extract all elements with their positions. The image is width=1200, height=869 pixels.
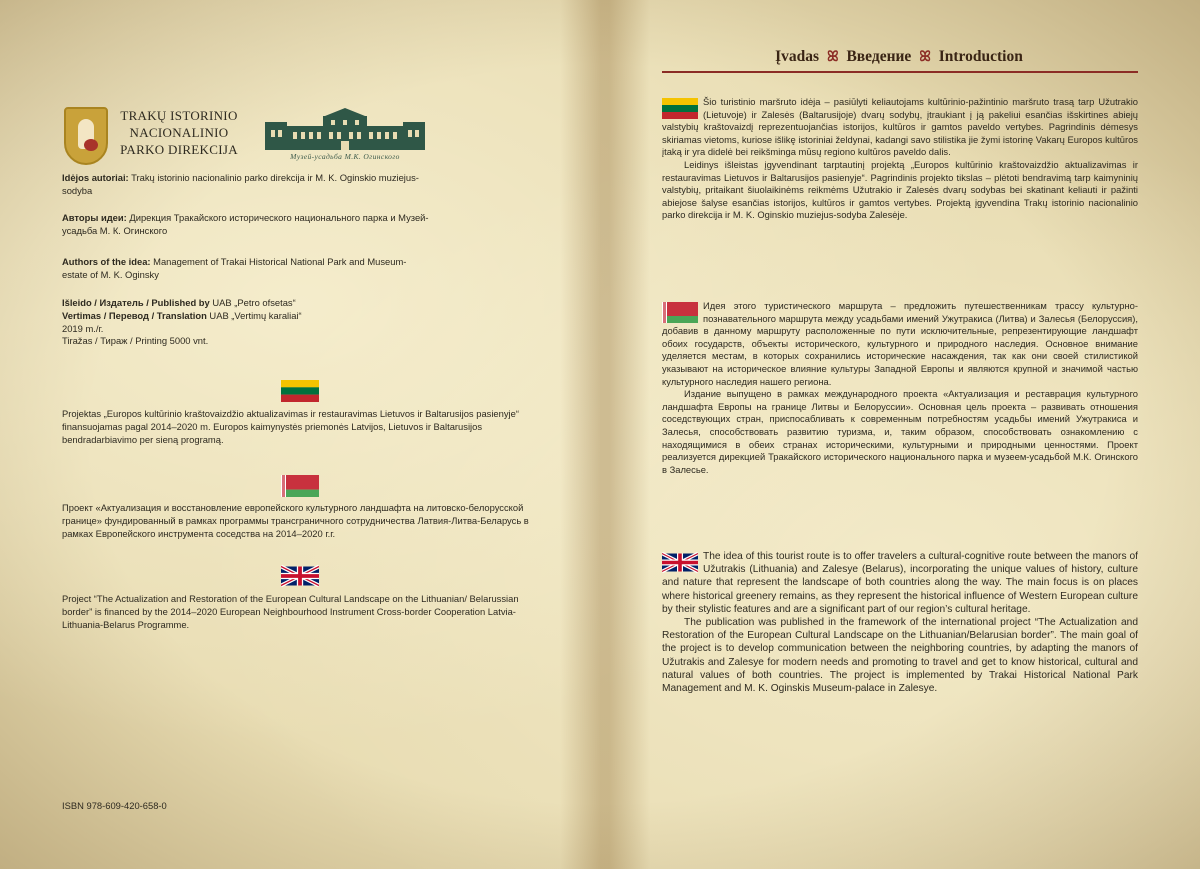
published-value: UAB „Petro ofsetas“ bbox=[212, 297, 296, 308]
lithuania-flag-icon bbox=[281, 380, 319, 402]
intro-en-paragraph-2: The publication was published in the framework of the international project “The Actualization and Restoration of the European Cultural Landscape on the Lithuanian/Belarusian border”. The main goal of the project is to develop communication between the neighboring countries, by adapting the manors of Užutrakis and Zalesye for modern needs and promoting to travel and get to know historical, cultural and natural values of both countries. The project is implemented by Trakai Historical National Park Management and M. K. Oginskis Museum-palace in Zalesye. bbox=[662, 617, 1138, 695]
intro-lt-paragraph-2: Leidinys išleistas įgyvendinant tarptautinį projektą „Europos kultūrinio kraštovaizdžio aktualizavimas ir restauravimas Lietuvos ir Baltarusijos pasienyje“. Pagrindinis projekto tikslas – plėtoti bendravimą tarp kaimyninių valstybių, pritaikant šiuolaikinėms reikmėms Užutrakio ir Zalesės dvarų sodybas bei skatinant keliauti ir pažinti abiejose šalyse esančias istorijos, kultūros ir gamtos vertybes. Projektą įgyvendina Trakų istorinio nacionalinio parko direkcija ir M. K. Oginskio muziejus-sodyba Zalesėje. bbox=[662, 158, 1138, 221]
ornament-icon: ꕤ bbox=[826, 50, 839, 65]
page-title bbox=[660, 48, 1138, 66]
manor-building-icon bbox=[265, 108, 425, 152]
project-note-lt bbox=[62, 408, 532, 446]
title-lt: Įvadas bbox=[775, 48, 820, 65]
intro-ru bbox=[662, 300, 1138, 476]
right-page bbox=[600, 0, 1200, 869]
trakai-logo-text: TRAKŲ ISTORINIO NACIONALINIO PARKO DIREKCIJA bbox=[120, 108, 238, 157]
isbn-text: ISBN 978-609-420-658-0 bbox=[62, 800, 167, 811]
credit-text: Management of Trakai Historical National Park and Museum-estate of M. K. Oginsky bbox=[62, 256, 407, 280]
title-divider bbox=[662, 71, 1138, 73]
intro-lt bbox=[662, 96, 1138, 222]
uk-flag-icon bbox=[662, 552, 698, 573]
translation-value: UAB „Vertimų karaliai“ bbox=[209, 309, 302, 321]
oginsky-manor-logo bbox=[265, 108, 425, 164]
project-text-en: Project “The Actualization and Restoration of the European Cultural Landscape on the Lithuanian/ Belarussian border” is financed by the 2014–2020 European Neighbourhood Instrument Cross-border Cooperation Latvia-Lithuania-Belarus Programme. bbox=[62, 593, 519, 630]
publisher-info bbox=[62, 297, 462, 348]
isbn bbox=[62, 800, 262, 813]
published-label: Išleido / Издатель / Published by bbox=[62, 297, 210, 308]
title-en: Introduction bbox=[938, 48, 1023, 65]
trakai-park-logo bbox=[64, 105, 254, 167]
project-note-en bbox=[62, 593, 540, 631]
intro-ru-paragraph-1: Идея этого туристического маршрута – предложить путешественникам трассу культурно-познавательного маршрута между усадьбами имений Ужутракиса (Литва) и Залесья (Белоруссия), добавив в данному маршруту расположенные по пути исключительные, репрезентирующие ландшафт обоих государств, объекты исторического, культурного и природного наследия. Основное внимание уделяется местам, в которых сохранились исторические насаждения, так как они своей стилистикой указывают на историческое влияние культуры Западной Европы и являются крупной и значимой частью культурного наследия нашего региона. bbox=[662, 300, 1138, 387]
manor-logo-caption: Музей-усадьба М.К. Огинского bbox=[290, 152, 400, 161]
credit-text: Дирекция Тракайского исторического национального парка и Музей-усадьба М. К. Огинского bbox=[62, 212, 429, 236]
intro-ru-paragraph-2: Издание выпущено в рамках международного проекта «Актуализация и реставрация культурного ландшафта Европы на границе Литвы и Белоруссии». Основная цель проекта – развивать отношения соседствующих стран, приспосабливать к современным потребностям усадьбы имений Ужутракиса и Залесья, способствовать развитию туризма, и, таким образом, способствовать ознакомлению с находящимися в обеих странах историческими, культурными и природными ценностями. Проект реализуется дирекцией Тракайского исторического национального парка и музеем-усадьбой М.К. Огинского в Залесье. bbox=[662, 388, 1138, 475]
trakai-emblem-icon bbox=[64, 107, 108, 165]
credit-text: Trakų istorinio nacionalinio parko direkcija ir M. K. Oginskio muziejus-sodyba bbox=[62, 172, 419, 196]
credits-ru bbox=[62, 212, 442, 238]
credits-lt bbox=[62, 172, 422, 198]
publication-year: 2019 m./г. bbox=[62, 322, 104, 334]
intro-en-paragraph-1: The idea of this tourist route is to offer travelers a cultural-cognitive route between the manors of Užutrakis (Lithuania) and Zalesye (Belarus), incorporating the unique values of history, culture and nature that represent the landscape of both countries along the way. The main focus is on places where historical greenery remains, as they represent the historical influence of Western European culture by their stylistic features and are a significant part of our region’s cultural heritage. bbox=[662, 551, 1138, 615]
uk-flag-icon bbox=[281, 565, 319, 587]
project-text-ru: Проект «Актуализация и восстановление европейского культурного ландшафта на литовско-белорусской границе» фундированный в рамках программы трансграничного сотрудничества Латвия-Литва-Беларусь в рамках Европейского инструмента соседства на 2014–2020 г.г. bbox=[62, 502, 529, 539]
intro-en bbox=[662, 550, 1138, 695]
translation-label: Vertimas / Перевод / Translation bbox=[62, 309, 207, 321]
print-run: Tiražas / Тираж / Printing 5000 vnt. bbox=[62, 335, 209, 347]
belarus-flag-icon bbox=[662, 302, 698, 323]
credit-label: Авторы идеи: bbox=[62, 212, 127, 223]
credits-en bbox=[62, 256, 412, 282]
project-text-lt: Projektas „Europos kultūrinio kraštovaizdžio aktualizavimas ir restauravimas Lietuvos ir Baltarusijos pasienyje“ finansuojamas pagal 2014–2020 m. Europos kaimynystės priemonės Latvijos, Lietuvos ir Baltarusijos bendradarbiavimo per sieną programą. bbox=[62, 408, 519, 445]
intro-lt-paragraph-1: Šio turistinio maršruto idėja – pasiūlyti keliautojams kultūrinio-pažintinio maršruto trasą tarp Užutrakio (Lietuvoje) ir Zalesės (Baltarusijoje) dvarų sodybų, įtraukiant į ją pakeliui esančias išskirtines abiejų valstybių kraštovaizdį reprezentuojančias istorijos, kultūros ir gamtos paveldo vertybes. Pagrindinis dėmesys skiriamas vietoms, kuriose išlikę istoriniai želdynai, kadangi savo stilistika jie žymi istorinę Vakarų Europos kultūros įtaką ir yra didelė bei reikšminga mūsų regiono kultūros paveldo dalis. bbox=[662, 96, 1138, 158]
credit-label: Authors of the idea: bbox=[62, 256, 151, 267]
belarus-flag-icon bbox=[281, 475, 319, 497]
project-note-ru bbox=[62, 502, 532, 540]
title-ru: Введение bbox=[846, 48, 912, 65]
credit-label: Idėjos autoriai: bbox=[62, 172, 129, 183]
ornament-icon: ꕤ bbox=[919, 50, 931, 65]
lithuania-flag-icon bbox=[662, 98, 698, 119]
